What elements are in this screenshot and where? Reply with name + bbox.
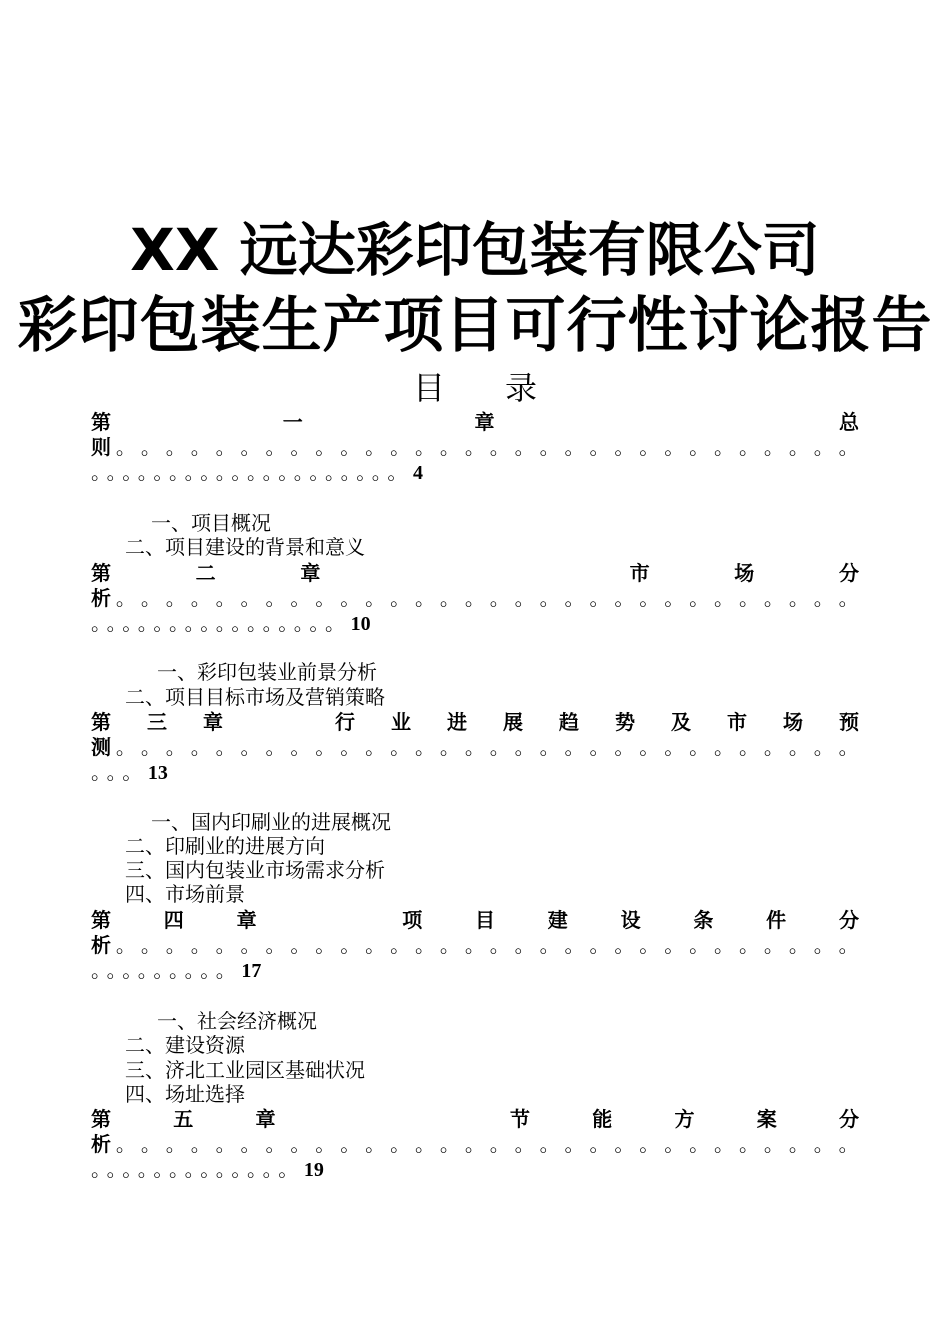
leader-dot: 。 — [240, 586, 261, 610]
leader-dot: 。 — [265, 586, 286, 610]
leader-dot: 。 — [390, 933, 411, 957]
chapter-char: 市 — [727, 710, 747, 734]
chapter-char: 测 — [91, 735, 111, 759]
leader-dot: 。 — [539, 1132, 560, 1156]
chapter-title-line — [91, 410, 859, 435]
chapter-page-line — [91, 958, 859, 983]
leader-dot: 。 — [788, 586, 809, 610]
chapter-dot-leader-line — [91, 435, 859, 460]
chapter-dot-leader-line — [91, 586, 859, 611]
leader-dot: 。 — [514, 735, 535, 759]
chapter-title-line — [91, 561, 859, 586]
dot-leader: 。。。。。。。。。。。。。。。。 — [91, 611, 351, 635]
chapter-char: 分 — [838, 561, 859, 585]
leader-dot: 。 — [838, 735, 859, 759]
chapter-char: 第 — [91, 908, 111, 932]
leader-dot: 。 — [838, 1132, 859, 1156]
leader-dot: 。 — [589, 735, 610, 759]
chapter-char: 析 — [91, 1132, 111, 1156]
chapter-char: 五 — [173, 1107, 194, 1131]
leader-dot: 。 — [639, 735, 660, 759]
page-number: 17 — [241, 960, 262, 982]
chapter-char: 三 — [147, 710, 167, 734]
toc-subitem[interactable]: 三、国内包装业市场需求分析 — [125, 858, 385, 882]
leader-dot: 。 — [240, 735, 261, 759]
leader-dot: 。 — [190, 735, 211, 759]
toc-subitem[interactable]: 三、济北工业园区基础状况 — [125, 1058, 365, 1082]
leader-dot: 。 — [738, 735, 759, 759]
leader-dot: 。 — [763, 735, 784, 759]
leader-dot: 。 — [365, 435, 386, 459]
chapter-char: 章 — [474, 410, 495, 434]
leader-dot: 。 — [564, 933, 585, 957]
leader-dot: 。 — [689, 586, 710, 610]
leader-dot: 。 — [589, 586, 610, 610]
leader-dot: 。 — [639, 933, 660, 957]
leader-dot: 。 — [539, 586, 560, 610]
chapter-char: 场 — [783, 710, 803, 734]
chapter-dot-leader-line — [91, 735, 859, 760]
leader-dot: 。 — [140, 586, 161, 610]
leader-dot: 。 — [390, 1132, 411, 1156]
chapter-char: 预 — [839, 710, 859, 734]
leader-dot: 。 — [788, 933, 809, 957]
chapter-char: 第 — [91, 1107, 111, 1131]
chapter-char: 四 — [163, 908, 184, 932]
chapter-char: 设 — [620, 908, 641, 932]
leader-dot: 。 — [589, 933, 610, 957]
leader-dot: 。 — [738, 435, 759, 459]
chapter-char: 章 — [203, 710, 223, 734]
chapter-char: 及 — [671, 710, 691, 734]
leader-dot: 。 — [589, 435, 610, 459]
leader-dot: 。 — [639, 586, 660, 610]
leader-dot: 。 — [614, 435, 635, 459]
leader-dot: 。 — [365, 586, 386, 610]
chapter-page-line — [91, 760, 859, 785]
leader-dot: 。 — [140, 435, 161, 459]
leader-dot: 。 — [564, 735, 585, 759]
leader-dot: 。 — [838, 586, 859, 610]
chapter-char: 展 — [503, 710, 523, 734]
leader-dot: 。 — [165, 586, 186, 610]
leader-dot: 。 — [614, 735, 635, 759]
chapter-char: 析 — [91, 933, 111, 957]
leader-dot: 。 — [290, 435, 311, 459]
toc-chapter-4[interactable] — [91, 908, 859, 983]
leader-dot: 。 — [165, 1132, 186, 1156]
leader-dot: 。 — [539, 435, 560, 459]
leader-dot: 。 — [788, 435, 809, 459]
leader-dot: 。 — [140, 735, 161, 759]
leader-dot: 。 — [439, 435, 460, 459]
dot-leader: 。。。。。。。。。 — [91, 958, 242, 982]
toc-subitem[interactable]: 二、建设资源 — [125, 1033, 245, 1057]
chapter-char: 件 — [766, 908, 787, 932]
leader-dot: 。 — [365, 1132, 386, 1156]
leader-dot: 。 — [340, 435, 361, 459]
dot-leader: 。。。。。。。。。。。。。。。。。。。。 — [91, 460, 413, 484]
leader-dot: 。 — [738, 1132, 759, 1156]
chapter-char: 进 — [447, 710, 467, 734]
report-title: 彩印包装生产项目可行性讨论报告 — [17, 291, 933, 361]
leader-dot: 。 — [140, 1132, 161, 1156]
leader-dot: 。 — [315, 933, 336, 957]
leader-dot: 。 — [614, 586, 635, 610]
leader-dot: 。 — [813, 586, 834, 610]
leader-dot: 。 — [290, 586, 311, 610]
toc-subitem[interactable]: 四、市场前景 — [125, 882, 245, 906]
chapter-char: 建 — [547, 908, 568, 932]
leader-dot: 。 — [140, 933, 161, 957]
chapter-title-line — [91, 908, 859, 933]
leader-dot: 。 — [414, 586, 435, 610]
leader-dot: 。 — [215, 735, 236, 759]
chapter-char: 项 — [402, 908, 423, 932]
leader-dot: 。 — [390, 735, 411, 759]
leader-dot: 。 — [813, 1132, 834, 1156]
leader-dot: 。 — [290, 735, 311, 759]
leader-dot: 。 — [240, 933, 261, 957]
leader-dot: 。 — [340, 586, 361, 610]
leader-dot: 。 — [813, 435, 834, 459]
leader-dot: 。 — [689, 1132, 710, 1156]
leader-dot: 。 — [265, 1132, 286, 1156]
leader-dot: 。 — [664, 933, 685, 957]
leader-dot: 。 — [390, 586, 411, 610]
chapter-char: 目 — [474, 908, 495, 932]
chapter-dot-leader-line — [91, 1132, 859, 1157]
toc-subitem[interactable]: 二、项目目标市场及营销策略 — [125, 685, 385, 709]
chapter-char: 趋 — [559, 710, 579, 734]
leader-dot: 。 — [365, 933, 386, 957]
leader-dot: 。 — [390, 435, 411, 459]
leader-dot: 。 — [664, 586, 685, 610]
leader-dot: 。 — [714, 586, 735, 610]
chapter-char: 章 — [255, 1107, 276, 1131]
leader-dot: 。 — [664, 435, 685, 459]
dot-leader: 。。。 — [91, 760, 148, 784]
leader-dot: 。 — [589, 1132, 610, 1156]
leader-dot: 。 — [564, 435, 585, 459]
leader-dot: 。 — [714, 933, 735, 957]
chapter-char: 章 — [300, 561, 321, 585]
chapter-char: 第 — [91, 410, 111, 434]
chapter-char: 案 — [756, 1107, 777, 1131]
leader-dot: 。 — [639, 1132, 660, 1156]
leader-dot: 。 — [763, 933, 784, 957]
leader-dot: 。 — [414, 1132, 435, 1156]
leader-dot: 。 — [539, 735, 560, 759]
leader-dot: 。 — [215, 933, 236, 957]
toc-chapter-2[interactable] — [91, 561, 859, 636]
leader-dot: 。 — [265, 735, 286, 759]
chapter-char: 第 — [91, 561, 111, 585]
leader-dot: 。 — [290, 933, 311, 957]
toc-subitem[interactable]: 一、项目概况 — [151, 511, 271, 535]
leader-dot: 。 — [265, 933, 286, 957]
chapter-char: 总 — [839, 410, 859, 434]
leader-dot: 。 — [763, 586, 784, 610]
toc-subitem[interactable]: 一、彩印包装业前景分析 — [157, 660, 377, 684]
leader-dot: 。 — [664, 735, 685, 759]
leader-dot: 。 — [564, 586, 585, 610]
toc-subitem[interactable]: 二、印刷业的进展方向 — [125, 834, 325, 858]
company-title: XX 远达彩印包装有限公司 — [130, 216, 820, 284]
leader-dot: 。 — [439, 933, 460, 957]
leader-dot: 。 — [414, 735, 435, 759]
leader-dot: 。 — [190, 435, 211, 459]
page-number: 13 — [147, 762, 168, 784]
leader-dot: 。 — [763, 1132, 784, 1156]
leader-dot: 。 — [514, 933, 535, 957]
chapter-char: 节 — [510, 1107, 530, 1131]
leader-dot: 。 — [165, 735, 186, 759]
leader-dot: 。 — [414, 435, 435, 459]
chapter-title-line — [91, 710, 859, 735]
chapter-char: 场 — [734, 561, 755, 585]
leader-dot: 。 — [439, 1132, 460, 1156]
leader-dot: 。 — [464, 933, 485, 957]
leader-dot: 。 — [489, 735, 510, 759]
leader-dot: 。 — [315, 586, 336, 610]
leader-dot: 。 — [165, 933, 186, 957]
leader-dot: 。 — [414, 933, 435, 957]
leader-dot: 。 — [813, 735, 834, 759]
leader-dot: 。 — [838, 933, 859, 957]
toc-subitem[interactable]: 一、社会经济概况 — [157, 1009, 317, 1033]
leader-dot: 。 — [115, 735, 136, 759]
leader-dot: 。 — [464, 1132, 485, 1156]
leader-dot: 。 — [489, 435, 510, 459]
chapter-char: 能 — [592, 1107, 613, 1131]
leader-dot: 。 — [115, 435, 136, 459]
leader-dot: 。 — [489, 933, 510, 957]
leader-dot: 。 — [788, 735, 809, 759]
leader-dot: 。 — [340, 1132, 361, 1156]
leader-dot: 。 — [215, 586, 236, 610]
toc-chapter-3[interactable] — [91, 710, 859, 785]
toc-subitem[interactable]: 一、国内印刷业的进展概况 — [151, 810, 391, 834]
chapter-char: 章 — [236, 908, 257, 932]
leader-dot: 。 — [340, 933, 361, 957]
leader-dot: 。 — [614, 1132, 635, 1156]
leader-dot: 。 — [738, 933, 759, 957]
toc-chapter-1[interactable] — [91, 410, 859, 485]
leader-dot: 。 — [315, 435, 336, 459]
leader-dot: 。 — [165, 435, 186, 459]
chapter-page-line — [91, 1157, 859, 1182]
page-number: 19 — [303, 1159, 324, 1181]
chapter-char: 分 — [838, 908, 859, 932]
leader-dot: 。 — [714, 735, 735, 759]
page-number: 4 — [413, 462, 423, 484]
leader-dot: 。 — [215, 1132, 236, 1156]
chapter-char: 分 — [839, 1107, 859, 1131]
leader-dot: 。 — [564, 1132, 585, 1156]
leader-dot: 。 — [315, 735, 336, 759]
chapter-dot-leader-line — [91, 933, 859, 958]
leader-dot: 。 — [664, 1132, 685, 1156]
chapter-char: 行 — [335, 710, 355, 734]
leader-dot: 。 — [514, 1132, 535, 1156]
leader-dot: 。 — [489, 1132, 510, 1156]
leader-dot: 。 — [265, 435, 286, 459]
chapter-page-line — [91, 611, 859, 636]
chapter-title-line — [91, 1107, 859, 1132]
leader-dot: 。 — [614, 933, 635, 957]
leader-dot: 。 — [689, 933, 710, 957]
chapter-char: 势 — [615, 710, 635, 734]
chapter-char: 条 — [693, 908, 714, 932]
leader-dot: 。 — [489, 586, 510, 610]
chapter-char: 业 — [391, 710, 411, 734]
chapter-char: 方 — [674, 1107, 695, 1131]
chapter-char: 析 — [91, 586, 111, 610]
leader-dot: 。 — [190, 586, 211, 610]
leader-dot: 。 — [115, 933, 136, 957]
leader-dot: 。 — [240, 435, 261, 459]
leader-dot: 。 — [290, 1132, 311, 1156]
leader-dot: 。 — [190, 933, 211, 957]
leader-dot: 。 — [115, 586, 136, 610]
leader-dot: 。 — [439, 586, 460, 610]
leader-dot: 。 — [464, 435, 485, 459]
chapter-char: 二 — [195, 561, 216, 585]
toc-chapter-5[interactable] — [91, 1107, 859, 1182]
chapter-char: 第 — [91, 710, 111, 734]
toc-subitem[interactable]: 二、项目建设的背景和意义 — [125, 535, 365, 559]
chapter-char: 则 — [91, 435, 111, 459]
leader-dot: 。 — [340, 735, 361, 759]
chapter-page-line — [91, 460, 859, 485]
leader-dot: 。 — [738, 586, 759, 610]
leader-dot: 。 — [813, 933, 834, 957]
leader-dot: 。 — [639, 435, 660, 459]
leader-dot: 。 — [788, 1132, 809, 1156]
page-number: 10 — [350, 613, 371, 635]
leader-dot: 。 — [365, 735, 386, 759]
leader-dot: 。 — [215, 435, 236, 459]
leader-dot: 。 — [240, 1132, 261, 1156]
leader-dot: 。 — [315, 1132, 336, 1156]
toc-subitem[interactable]: 四、场址选择 — [125, 1082, 245, 1106]
toc-heading: 目录 — [412, 369, 597, 407]
leader-dot: 。 — [115, 1132, 136, 1156]
leader-dot: 。 — [838, 435, 859, 459]
chapter-char: 市 — [629, 561, 650, 585]
leader-dot: 。 — [763, 435, 784, 459]
leader-dot: 。 — [539, 933, 560, 957]
leader-dot: 。 — [464, 735, 485, 759]
leader-dot: 。 — [439, 735, 460, 759]
leader-dot: 。 — [190, 1132, 211, 1156]
leader-dot: 。 — [714, 435, 735, 459]
leader-dot: 。 — [464, 586, 485, 610]
chapter-char: 一 — [282, 410, 303, 434]
leader-dot: 。 — [514, 435, 535, 459]
dot-leader: 。。。。。。。。。。。。。 — [91, 1157, 304, 1181]
leader-dot: 。 — [689, 435, 710, 459]
leader-dot: 。 — [514, 586, 535, 610]
leader-dot: 。 — [689, 735, 710, 759]
leader-dot: 。 — [714, 1132, 735, 1156]
